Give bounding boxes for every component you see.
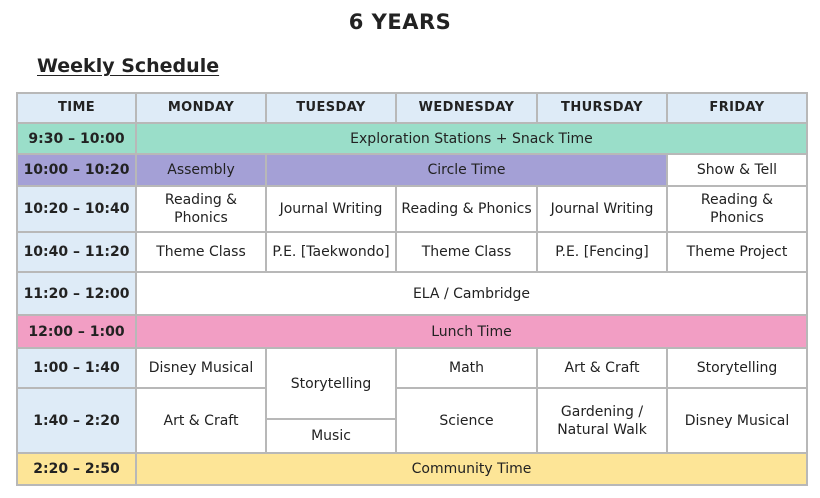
- time-slot: 1:40 – 2:20: [17, 388, 136, 453]
- activity-cell: Art & Craft: [136, 388, 266, 453]
- activity-cell: Disney Musical: [667, 388, 807, 453]
- time-slot: 10:20 – 10:40: [17, 186, 136, 232]
- activity-cell: Theme Class: [396, 232, 537, 272]
- activity-cell: Assembly: [136, 154, 266, 186]
- time-slot: 10:00 – 10:20: [17, 154, 136, 186]
- activity-cell: Reading & Phonics: [396, 186, 537, 232]
- table-row: [17, 186, 807, 232]
- activity-cell: Journal Writing: [266, 186, 396, 232]
- time-slot: 2:20 – 2:50: [17, 453, 136, 485]
- activity-cell: Exploration Stations + Snack Time: [136, 123, 807, 154]
- activity-cell: Disney Musical: [136, 348, 266, 388]
- activity-cell: Math: [396, 348, 537, 388]
- time-slot: 9:30 – 10:00: [17, 123, 136, 154]
- activity-cell: ELA / Cambridge: [136, 272, 807, 315]
- table-row: [17, 272, 807, 315]
- time-slot: 11:20 – 12:00: [17, 272, 136, 315]
- column-header-wednesday: WEDNESDAY: [396, 93, 537, 123]
- column-header-thursday: THURSDAY: [537, 93, 667, 123]
- time-slot: 10:40 – 11:20: [17, 232, 136, 272]
- table-row: [17, 453, 807, 485]
- activity-cell: P.E. [Taekwondo]: [266, 232, 396, 272]
- column-header-monday: MONDAY: [136, 93, 266, 123]
- time-slot: 1:00 – 1:40: [17, 348, 136, 388]
- table-row: [17, 315, 807, 348]
- activity-cell: Reading & Phonics: [667, 186, 807, 232]
- column-header-time: TIME: [17, 93, 136, 123]
- activity-cell: Music: [266, 419, 396, 453]
- activity-cell: Lunch Time: [136, 315, 807, 348]
- table-row: [17, 123, 807, 154]
- activity-cell: Theme Class: [136, 232, 266, 272]
- column-header-friday: FRIDAY: [667, 93, 807, 123]
- time-slot: 12:00 – 1:00: [17, 315, 136, 348]
- activity-cell: Art & Craft: [537, 348, 667, 388]
- activity-cell: Storytelling: [266, 348, 396, 419]
- activity-cell: Gardening / Natural Walk: [537, 388, 667, 453]
- activity-cell: Journal Writing: [537, 186, 667, 232]
- column-header-tuesday: TUESDAY: [266, 93, 396, 123]
- activity-cell: Science: [396, 388, 537, 453]
- activity-cell: Theme Project: [667, 232, 807, 272]
- activity-cell: Show & Tell: [667, 154, 807, 186]
- activity-cell: Circle Time: [266, 154, 667, 186]
- page-title: 6 YEARS: [348, 10, 452, 34]
- activity-cell: Storytelling: [667, 348, 807, 388]
- table-row: [17, 154, 807, 186]
- activity-cell: Reading & Phonics: [136, 186, 266, 232]
- table-row: [17, 232, 807, 272]
- activity-cell: P.E. [Fencing]: [537, 232, 667, 272]
- header-row: [17, 93, 807, 123]
- activity-cell: Community Time: [136, 453, 807, 485]
- schedule-heading: Weekly Schedule: [37, 55, 220, 77]
- table-row: [17, 348, 807, 388]
- weekly-schedule-table: [16, 92, 808, 486]
- table-row: [17, 388, 807, 419]
